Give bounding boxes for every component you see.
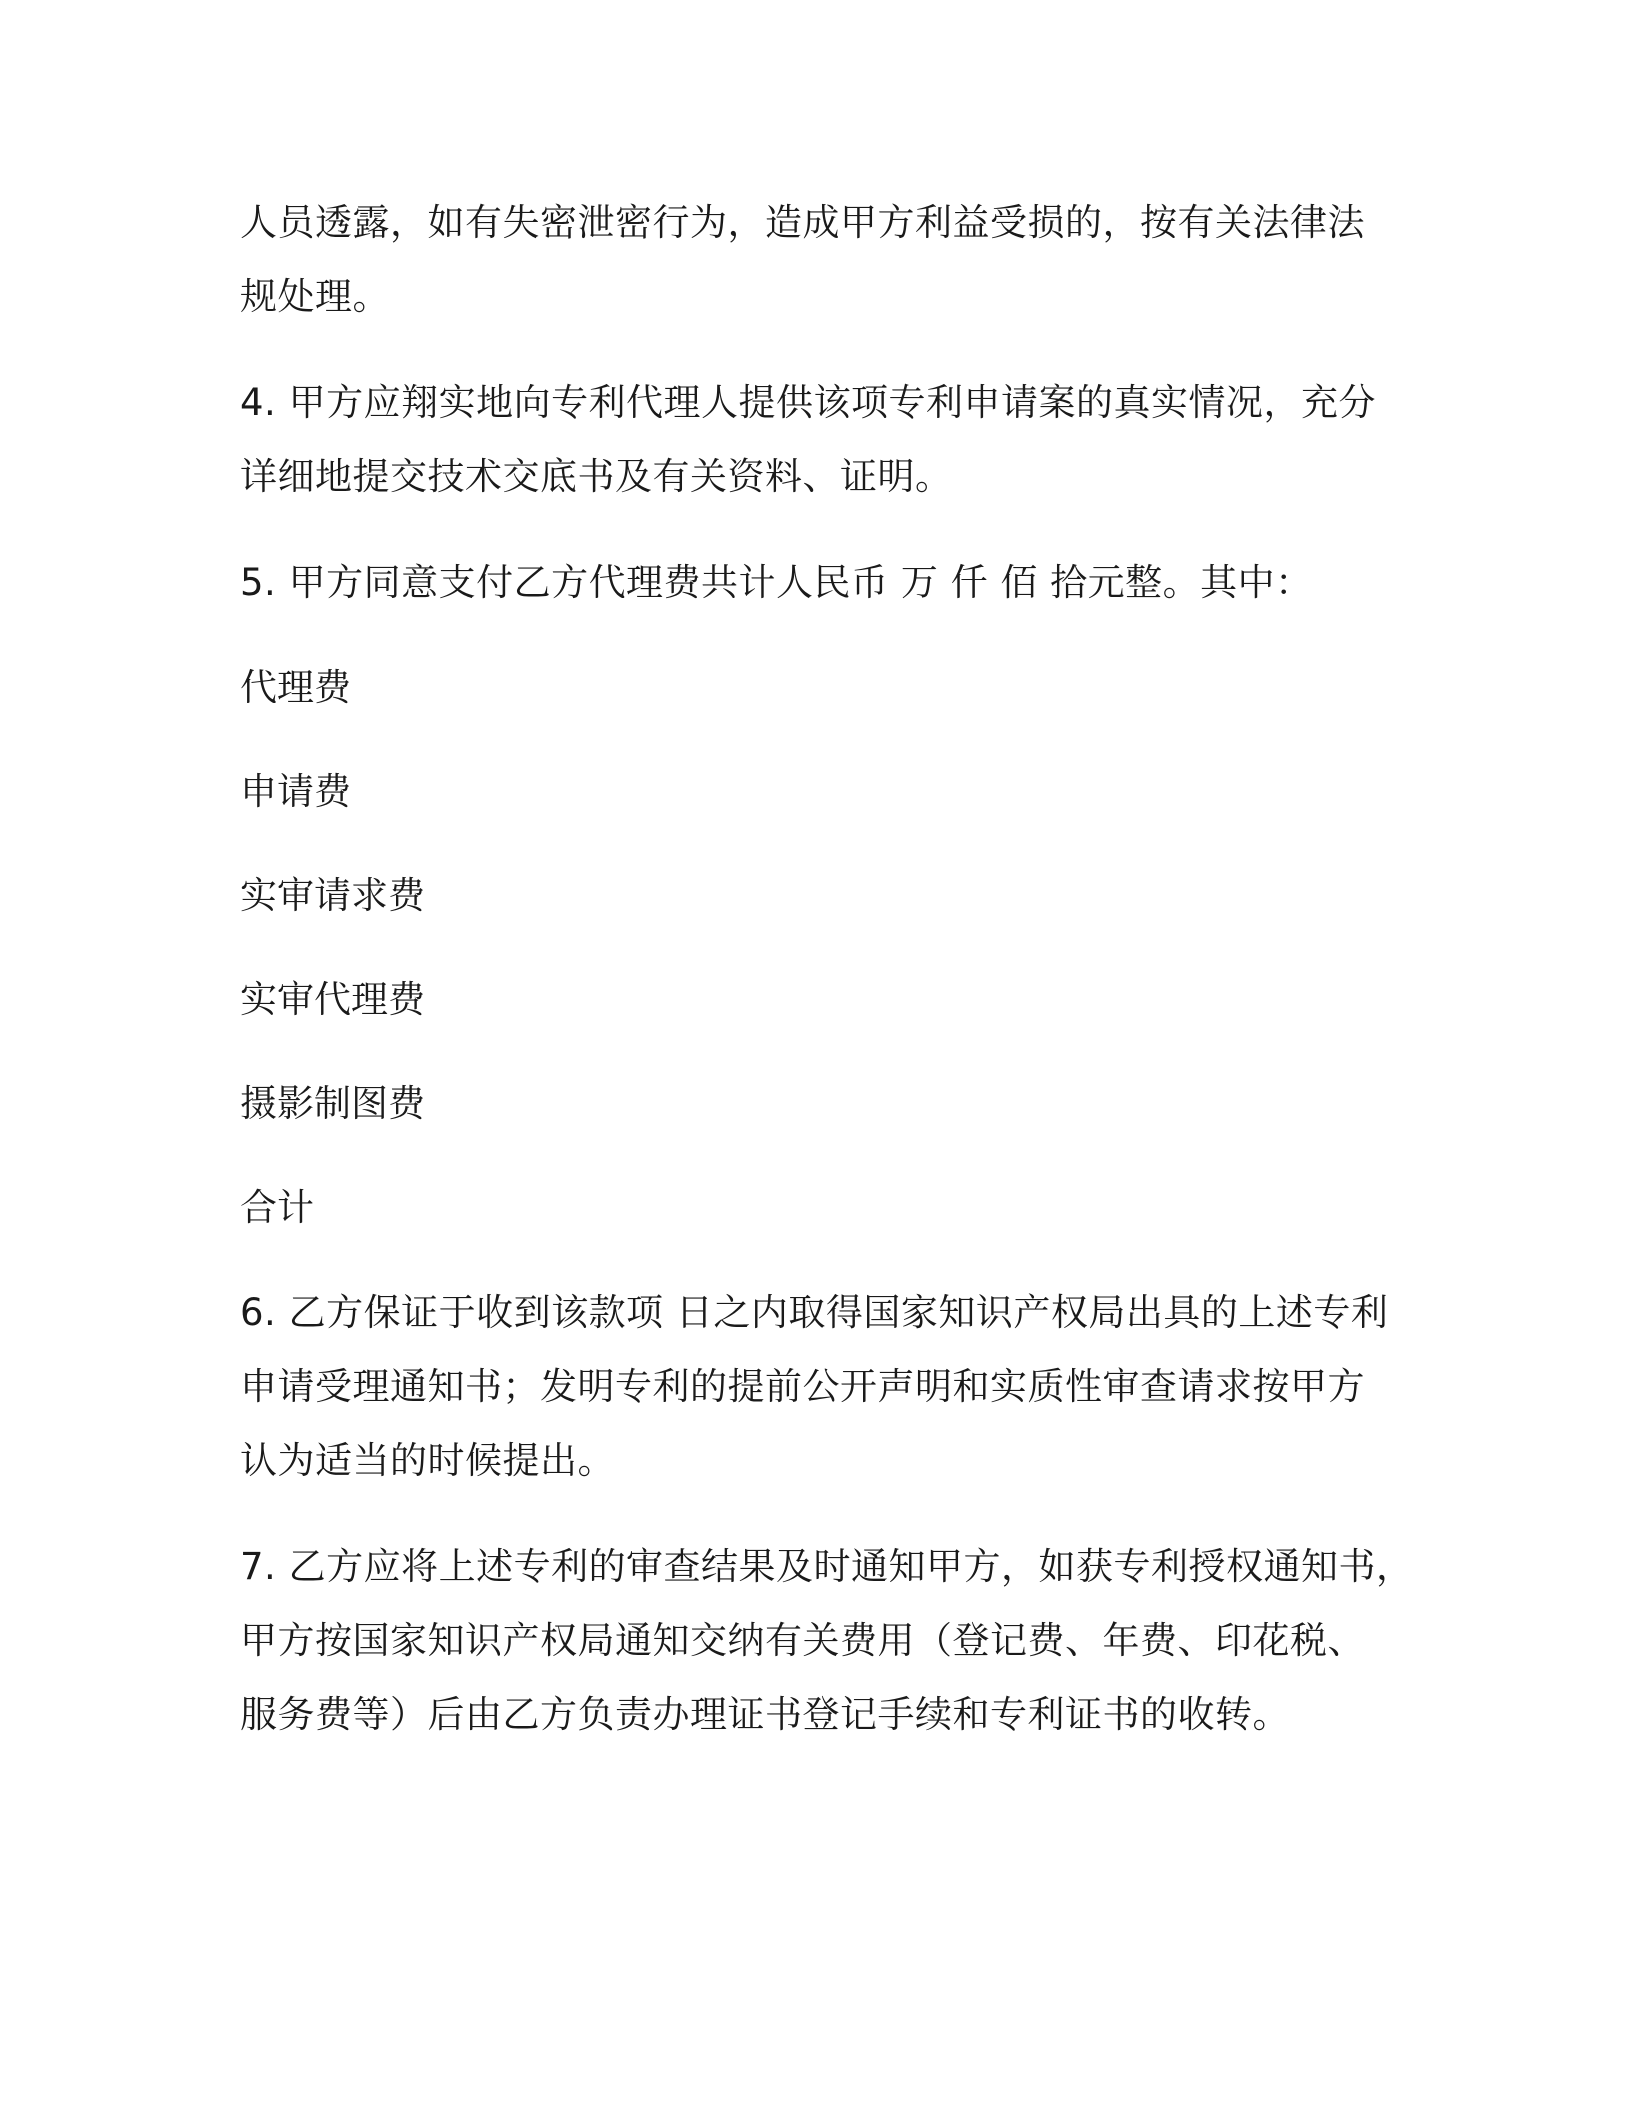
text-line: 6. 乙方保证于收到该款项 日之内取得国家知识产权局出具的上述专利	[240, 1291, 1389, 1334]
paragraph-confidentiality	[240, 186, 1400, 334]
fee-item-application: 申请费	[240, 770, 351, 813]
clause-7	[240, 1530, 1414, 1752]
text-line: 申请受理通知书；发明专利的提前公开声明和实质性审查请求按甲方	[240, 1365, 1365, 1408]
clause-5	[240, 546, 1400, 620]
text-line: 认为适当的时候提出。	[240, 1439, 615, 1482]
fee-item-exam-agency: 实审代理费	[240, 978, 425, 1021]
text-line: 服务费等）后由乙方负责办理证书登记手续和专利证书的收转。	[240, 1693, 1290, 1736]
clause-6	[240, 1276, 1400, 1498]
fee-item-drawing: 摄影制图费	[240, 1082, 425, 1125]
fee-item-exam-request: 实审请求费	[240, 874, 425, 917]
fee-item-total: 合计	[240, 1186, 314, 1229]
fee-item-agency: 代理费	[240, 666, 351, 709]
text-line: 人员透露，如有失密泄密行为，造成甲方利益受损的，按有关法律法	[240, 201, 1365, 244]
text-line: 规处理。	[240, 275, 390, 318]
text-line: 详细地提交技术交底书及有关资料、证明。	[240, 455, 953, 498]
document-body	[240, 186, 1414, 1784]
text-line: 5. 甲方同意支付乙方代理费共计人民币 万 仟 佰 拾元整。其中：	[240, 561, 1313, 604]
clause-4	[240, 366, 1400, 514]
text-line: 甲方按国家知识产权局通知交纳有关费用（登记费、年费、印花税、	[240, 1619, 1365, 1662]
text-line: 4. 甲方应翔实地向专利代理人提供该项专利申请案的真实情况，充分	[240, 381, 1377, 424]
text-line: 7. 乙方应将上述专利的审查结果及时通知甲方，如获专利授权通知书，	[240, 1545, 1414, 1588]
